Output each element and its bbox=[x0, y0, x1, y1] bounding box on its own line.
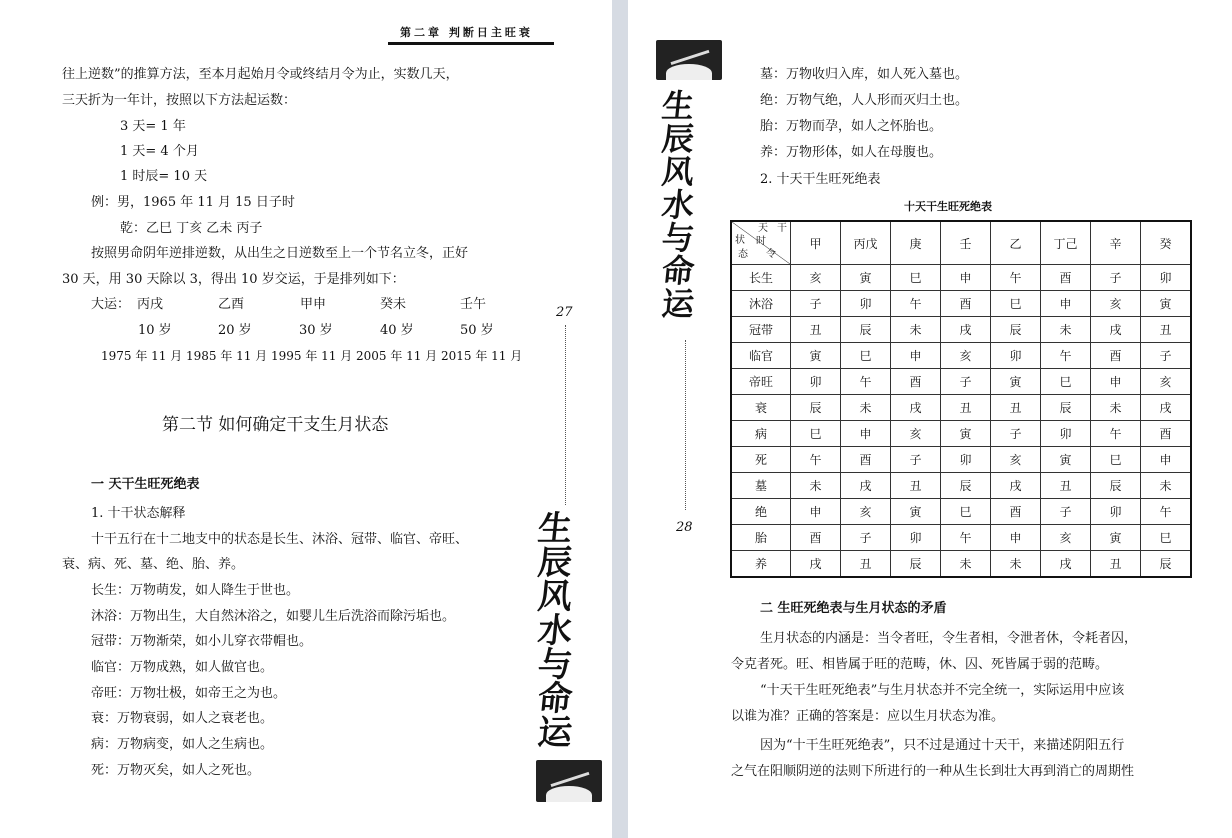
table-cell: 未 bbox=[991, 551, 1041, 578]
table-row-header: 衰 bbox=[731, 395, 791, 421]
explain-line-1: 按照男命阴年逆排逆数，从出生之日逆数至上一个节名立冬，正好 bbox=[91, 246, 469, 261]
table-cell: 丑 bbox=[991, 395, 1041, 421]
table-cell: 申 bbox=[791, 499, 841, 525]
header-rule bbox=[388, 42, 554, 45]
table-header-row bbox=[731, 221, 1191, 265]
table-row-header: 绝 bbox=[731, 499, 791, 525]
table-col-header: 乙 bbox=[991, 221, 1041, 265]
table-cell: 午 bbox=[991, 265, 1041, 291]
table-cell: 辰 bbox=[791, 395, 841, 421]
age-1: 10 岁 bbox=[138, 323, 172, 338]
state-line: 胎：万物而孕，如人之怀胎也。 bbox=[760, 119, 943, 134]
table-cell: 亥 bbox=[1141, 369, 1192, 395]
body-line: “十天干生旺死绝表”与生月状态并不完全统一，实际运用中应该 bbox=[760, 683, 1125, 698]
intro-line-2: 三天折为一年计，按照以下方法起运数： bbox=[62, 93, 297, 108]
conversion-1: 3 天= 1 年 bbox=[120, 119, 186, 134]
table-cell: 辰 bbox=[991, 317, 1041, 343]
table-cell: 酉 bbox=[941, 291, 991, 317]
table-cell: 辰 bbox=[891, 551, 941, 578]
table-cell: 酉 bbox=[991, 499, 1041, 525]
table-cell: 亥 bbox=[941, 343, 991, 369]
table-cell: 子 bbox=[941, 369, 991, 395]
body-line: 令克者死。旺、相皆属于旺的范畴，休、囚、死皆属于弱的范畴。 bbox=[731, 657, 1109, 672]
table-cell: 亥 bbox=[1091, 291, 1141, 317]
table-cell: 子 bbox=[1141, 343, 1192, 369]
table-cell: 申 bbox=[1141, 447, 1192, 473]
table-cell: 未 bbox=[1041, 317, 1091, 343]
state-line: 病：万物病变，如人之生病也。 bbox=[91, 737, 274, 752]
wuxing-table bbox=[730, 220, 1192, 578]
table-cell: 寅 bbox=[1141, 291, 1192, 317]
table-row-header: 养 bbox=[731, 551, 791, 578]
table-cell: 戌 bbox=[791, 551, 841, 578]
table-cell: 辰 bbox=[1141, 551, 1192, 578]
table-cell: 申 bbox=[891, 343, 941, 369]
table-cell: 戌 bbox=[841, 473, 891, 499]
table-cell: 巳 bbox=[1091, 447, 1141, 473]
left-page bbox=[0, 0, 612, 838]
table-cell: 卯 bbox=[1091, 499, 1141, 525]
conversion-3: 1 时辰= 10 天 bbox=[120, 169, 208, 184]
table-row bbox=[731, 499, 1191, 525]
table-row bbox=[731, 473, 1191, 499]
table-cell: 酉 bbox=[891, 369, 941, 395]
table-cell: 酉 bbox=[1091, 343, 1141, 369]
table-cell: 酉 bbox=[791, 525, 841, 551]
table-cell: 巳 bbox=[791, 421, 841, 447]
table-row-header: 沐浴 bbox=[731, 291, 791, 317]
chapter-header: 第二章 判断日主旺衰 bbox=[400, 26, 533, 39]
table-col-header: 丙戊 bbox=[841, 221, 891, 265]
table-row bbox=[731, 551, 1191, 578]
year-2: 1985 年 11 月 bbox=[186, 349, 268, 363]
dayun-label: 大运： bbox=[91, 297, 131, 312]
conversion-2: 1 天= 4 个月 bbox=[120, 144, 199, 159]
table-cell: 亥 bbox=[991, 447, 1041, 473]
table-cell: 午 bbox=[1091, 421, 1141, 447]
sub-heading: 一 天干生旺死绝表 bbox=[91, 477, 200, 492]
explain-line-2: 30 天，用 30 天除以 3，得出 10 岁交运，于是排列如下： bbox=[62, 272, 405, 287]
table-cell: 戌 bbox=[991, 473, 1041, 499]
table-cell: 卯 bbox=[1141, 265, 1192, 291]
table-cell: 子 bbox=[891, 447, 941, 473]
table-row-header: 墓 bbox=[731, 473, 791, 499]
year-1: 1975 年 11 月 bbox=[101, 349, 183, 363]
table-cell: 子 bbox=[1041, 499, 1091, 525]
table-col-header: 辛 bbox=[1091, 221, 1141, 265]
table-col-header: 壬 bbox=[941, 221, 991, 265]
table-cell: 未 bbox=[941, 551, 991, 578]
table-cell: 丑 bbox=[1141, 317, 1192, 343]
emblem-image bbox=[656, 40, 722, 80]
table-cell: 亥 bbox=[1041, 525, 1091, 551]
table-cell: 卯 bbox=[1041, 421, 1091, 447]
age-2: 20 岁 bbox=[218, 323, 252, 338]
point-1-heading: 1. 十干状态解释 bbox=[91, 506, 186, 521]
table-cell: 酉 bbox=[1041, 265, 1091, 291]
table-cell: 寅 bbox=[841, 265, 891, 291]
table-row-header: 长生 bbox=[731, 265, 791, 291]
table-cell: 寅 bbox=[1091, 525, 1141, 551]
table-cell: 卯 bbox=[991, 343, 1041, 369]
table-cell: 巳 bbox=[1141, 525, 1192, 551]
state-line: 衰：万物衰弱，如人之衰老也。 bbox=[91, 711, 274, 726]
intro-line-1: 往上逆数”的推算方法，至本月起始月令或终结月令为止，实数几天， bbox=[62, 67, 459, 82]
body-line: 以谁为准？正确的答案是：应以生月状态为准。 bbox=[731, 709, 1005, 724]
table-cell: 酉 bbox=[1141, 421, 1192, 447]
table-cell: 午 bbox=[891, 291, 941, 317]
qian-line: 乾：乙巳 丁亥 乙未 丙子 bbox=[120, 221, 263, 236]
table-cell: 申 bbox=[841, 421, 891, 447]
table-cell: 戌 bbox=[1041, 551, 1091, 578]
table-cell: 卯 bbox=[791, 369, 841, 395]
table-cell: 寅 bbox=[1041, 447, 1091, 473]
table-cell: 辰 bbox=[841, 317, 891, 343]
age-3: 30 岁 bbox=[299, 323, 333, 338]
table-cell: 申 bbox=[1041, 291, 1091, 317]
table-cell: 未 bbox=[1141, 473, 1192, 499]
table-cell: 未 bbox=[791, 473, 841, 499]
state-line: 长生：万物萌发，如人降生于世也。 bbox=[91, 583, 300, 598]
page-dotted-rule bbox=[685, 340, 686, 510]
table-cell: 午 bbox=[1141, 499, 1192, 525]
table-cell: 未 bbox=[891, 317, 941, 343]
table-row-header: 临官 bbox=[731, 343, 791, 369]
dayun-5: 壬午 bbox=[460, 297, 487, 312]
age-5: 50 岁 bbox=[460, 323, 494, 338]
state-line: 死：万物灭矣，如人之死也。 bbox=[91, 763, 261, 778]
state-line: 沐浴：万物出生，大自然沐浴之，如婴儿生后洗浴而除污垢也。 bbox=[91, 609, 456, 624]
page-number: 27 bbox=[556, 305, 573, 320]
table-cell: 午 bbox=[841, 369, 891, 395]
dayun-3: 甲申 bbox=[300, 297, 327, 312]
table-cell: 午 bbox=[791, 447, 841, 473]
table-cell: 酉 bbox=[841, 447, 891, 473]
table-cell: 寅 bbox=[791, 343, 841, 369]
table-row bbox=[731, 265, 1191, 291]
table-cell: 丑 bbox=[791, 317, 841, 343]
table-cell: 卯 bbox=[941, 447, 991, 473]
table-cell: 戌 bbox=[1141, 395, 1192, 421]
table-col-header: 庚 bbox=[891, 221, 941, 265]
body-line: 因为“十干生旺死绝表”，只不过是通过十天干，来描述阴阳五行 bbox=[760, 738, 1125, 753]
table-cell: 辰 bbox=[941, 473, 991, 499]
state-line: 帝旺：万物壮极，如帝王之为也。 bbox=[91, 686, 287, 701]
table-title: 十天干生旺死绝表 bbox=[904, 200, 992, 213]
body-line: 生月状态的内涵是：当令者旺，令生者相，令泄者休，令耗者囚， bbox=[760, 631, 1138, 646]
table-cell: 巳 bbox=[891, 265, 941, 291]
table-cell: 巳 bbox=[991, 291, 1041, 317]
table-cell: 丑 bbox=[1091, 551, 1141, 578]
vertical-book-title: 生 辰 风 水 与 命 运 bbox=[535, 509, 575, 753]
table-cell: 亥 bbox=[841, 499, 891, 525]
year-5: 2015 年 11 月 bbox=[441, 349, 523, 363]
table-row bbox=[731, 369, 1191, 395]
table-cell: 子 bbox=[991, 421, 1041, 447]
state-line: 冠带：万物渐荣，如小儿穿衣带帽也。 bbox=[91, 634, 313, 649]
table-row bbox=[731, 525, 1191, 551]
state-line: 养：万物形体，如人在母腹也。 bbox=[760, 145, 943, 160]
table-row bbox=[731, 317, 1191, 343]
table-cell: 未 bbox=[841, 395, 891, 421]
table-row-header: 胎 bbox=[731, 525, 791, 551]
state-line: 墓：万物收归入库，如人死入墓也。 bbox=[760, 67, 969, 82]
body-line: 之气在阳顺阴逆的法则下所进行的一种从生长到壮大再到消亡的周期性 bbox=[731, 764, 1135, 779]
table-cell: 辰 bbox=[1041, 395, 1091, 421]
table-cell: 丑 bbox=[1041, 473, 1091, 499]
table-cell: 子 bbox=[791, 291, 841, 317]
table-row bbox=[731, 421, 1191, 447]
point-2-heading: 2. 十天干生旺死绝表 bbox=[760, 172, 881, 187]
table-row bbox=[731, 291, 1191, 317]
table-cell: 子 bbox=[841, 525, 891, 551]
state-line: 绝：万物气绝，人人形而灭归土也。 bbox=[760, 93, 969, 108]
emblem-image bbox=[536, 760, 602, 802]
page-dotted-rule bbox=[565, 325, 566, 505]
table-cell: 巳 bbox=[941, 499, 991, 525]
table-cell: 午 bbox=[941, 525, 991, 551]
sub-heading-2: 二 生旺死绝表与生月状态的矛盾 bbox=[760, 601, 947, 616]
dayun-4: 癸未 bbox=[380, 297, 407, 312]
point-1-line-2: 衰、病、死、墓、绝、胎、养。 bbox=[62, 557, 245, 572]
table-cell: 卯 bbox=[891, 525, 941, 551]
table-cell: 丑 bbox=[941, 395, 991, 421]
table-row-header: 帝旺 bbox=[731, 369, 791, 395]
dayun-1: 丙戌 bbox=[137, 297, 164, 312]
table-cell: 丑 bbox=[891, 473, 941, 499]
table-cell: 丑 bbox=[841, 551, 891, 578]
table-corner-cell: 干 时 状 态 令 天 bbox=[731, 221, 791, 265]
table-cell: 申 bbox=[1091, 369, 1141, 395]
table-cell: 辰 bbox=[1091, 473, 1141, 499]
table-cell: 未 bbox=[1091, 395, 1141, 421]
table-cell: 寅 bbox=[941, 421, 991, 447]
table-cell: 亥 bbox=[891, 421, 941, 447]
table-cell: 卯 bbox=[841, 291, 891, 317]
table-row bbox=[731, 395, 1191, 421]
table-cell: 亥 bbox=[791, 265, 841, 291]
table-col-header: 癸 bbox=[1141, 221, 1192, 265]
example-line: 例：男，1965 年 11 月 15 日子时 bbox=[91, 195, 295, 210]
page-gutter bbox=[612, 0, 628, 838]
table-cell: 戌 bbox=[1091, 317, 1141, 343]
section-title: 第二节 如何确定干支生月状态 bbox=[162, 415, 389, 435]
table-cell: 戌 bbox=[891, 395, 941, 421]
table-cell: 寅 bbox=[891, 499, 941, 525]
table-row bbox=[731, 447, 1191, 473]
table-cell: 子 bbox=[1091, 265, 1141, 291]
year-3: 1995 年 11 月 bbox=[271, 349, 353, 363]
table-cell: 寅 bbox=[991, 369, 1041, 395]
state-line: 临官：万物成熟，如人做官也。 bbox=[91, 660, 274, 675]
table-cell: 申 bbox=[941, 265, 991, 291]
table-row-header: 死 bbox=[731, 447, 791, 473]
table-row-header: 病 bbox=[731, 421, 791, 447]
table-cell: 巳 bbox=[841, 343, 891, 369]
page-number: 28 bbox=[676, 520, 693, 535]
table-col-header: 甲 bbox=[791, 221, 841, 265]
age-4: 40 岁 bbox=[380, 323, 414, 338]
table-col-header: 丁己 bbox=[1041, 221, 1091, 265]
table-cell: 巳 bbox=[1041, 369, 1091, 395]
year-4: 2005 年 11 月 bbox=[356, 349, 438, 363]
table-row bbox=[731, 343, 1191, 369]
table-cell: 申 bbox=[991, 525, 1041, 551]
dayun-2: 乙酉 bbox=[218, 297, 245, 312]
table-cell: 午 bbox=[1041, 343, 1091, 369]
table-row-header: 冠带 bbox=[731, 317, 791, 343]
vertical-book-title: 生 辰 风 水 与 命 运 bbox=[660, 87, 697, 323]
point-1-line-1: 十干五行在十二地支中的状态是长生、沐浴、冠带、临官、帝旺、 bbox=[91, 532, 469, 547]
right-page bbox=[628, 0, 1232, 838]
table-cell: 戌 bbox=[941, 317, 991, 343]
